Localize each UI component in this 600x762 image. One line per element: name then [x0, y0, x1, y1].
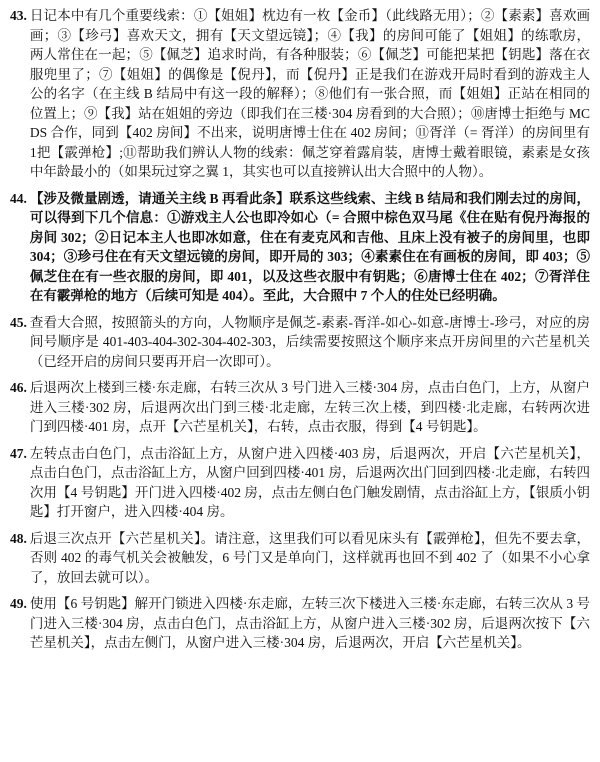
list-item: [10, 378, 590, 437]
item-text: 【涉及微量剧透，请通关主线 B 再看此条】联系这些线索、主线 B 结局和我们刚去过的房间，可以得到下几个信息：①游戏主人公也即冷如心（= 合照中棕色双马尾《住在贴有倪丹海报的房间 302；②日记本主人也即冰如意，住在有麦克风和吉他、且床上没有被子的房间里，也即 304；③珍弓住在有天文望远镜的房间，即开局的 303；④素素住在有画板的房间，即 403；⑤佩芝住在有一些衣服的房间，即 401，以及这些衣服中有钥匙；⑥唐博士住在 402；⑦胥洋住在有霰弹枪的地方（后续可知是 404）。至此，大合照中 7 个人的住处已经明确。: [29, 190, 590, 303]
list-item: [10, 594, 590, 653]
item-number: 48.: [10, 530, 27, 546]
item-text: 日记本中有几个重要线索：①【姐姐】枕边有一枚【金币】（此线路无用）；②【素素】喜欢画画；③【珍弓】喜欢天文，拥有【天文望远镜】；④【我】的房间可能了【姐姐】的练歌房，两人常住在一起；⑤【佩芝】追求时尚，有各种服装；⑥【佩芝】可能把某把【钥匙】落在衣服兜里了；⑦【姐姐】的偶像是【倪丹】，而【倪丹】正是我们在游戏开局时看到的游戏主人公的名字（在主线 B 结局中有这一段的解释）；⑧他们有一张合照，而【姐姐】正站在相同的位置上；⑨【我】站在姐姐的旁边（即我们在三楼·304 房看到的大合照）；⑩唐博士拒绝与 MCDS 合作，同到【402 房间】不出来，说明唐博士住在 402 房间；⑪胥洋（= 胥洋）的房间里有1把【霰弹枪】;⑪帮助我们辨认人物的线索：佩芝穿着露肩装，唐博士戴着眼镜，素素是女孩中年龄最小的（如果玩过穿之翼 1，其实也可以直接辨认出大合照中的人物）。: [29, 8, 590, 179]
list-item: [10, 444, 590, 522]
item-text: 后退三次点开【六芒星机关】。请注意，这里我们可以看见床头有【霰弹枪】，但先不要去拿，否则 402 的毒气机关会被触发，6 号门又是单向门，这样就再也回不到 402 了（如果不小心拿了，放回去就可以）。: [29, 530, 590, 585]
item-text: 使用【6 号钥匙】解开门锁进入四楼·东走廊，左转三次下楼进入三楼·东走廊，右转三次从 3 号门进入三楼·304 房，点击白色门，点击浴缸上方，从窗户进入三楼·302 房，后退两次按下【六芒星机关】，点击左侧门，从窗户进入三楼·304 房，后退两次，开启【六芒星机关】。: [29, 596, 590, 650]
item-number: 49.: [10, 596, 27, 611]
list-item: [10, 189, 590, 306]
item-text: 后退两次上楼到三楼·东走廊，右转三次从 3 号门进入三楼·304 房，点击白色门，上方，从窗户进入三楼·302 房，后退两次出门到三楼·北走廊，左转三次上楼，到四楼·北走廊，右转两次进门到四楼·401 房，点开【六芒星机关】，右转，点击衣服，得到【4 号钥匙】。: [29, 380, 590, 434]
list-item: [10, 529, 590, 588]
item-number: 47.: [10, 445, 27, 461]
item-text: 左转点击白色门，点击浴缸上方，从窗户进入四楼·403 房，后退两次，开启【六芒星机关】，点击白色门，点击浴缸上方，从窗户回到四楼·401 房，后退两次出门回到四楼·北走廊，右转四次用【4 号钥匙】开门进入四楼·402 房，点击左侧白色门触发剧情，点击浴缸上方，【银质小钥匙】打开窗户，进入四楼·404 房。: [29, 445, 590, 519]
list-item: [10, 313, 590, 372]
item-number: 45.: [10, 314, 27, 330]
item-number: 44.: [10, 190, 27, 206]
item-number: 46.: [10, 380, 27, 395]
item-text: 查看大合照，按照箭头的方向，人物顺序是佩芝-素素-胥洋-如心-如意-唐博士-珍弓，对应的房间号顺序是 401-403-404-302-304-402-303，后续需要按照这个顺序来点开房间里的六芒星机关（已经开启的房间只要再开启一次即可）。: [29, 314, 590, 369]
item-number: 43.: [10, 8, 27, 23]
list-item: [10, 6, 590, 182]
